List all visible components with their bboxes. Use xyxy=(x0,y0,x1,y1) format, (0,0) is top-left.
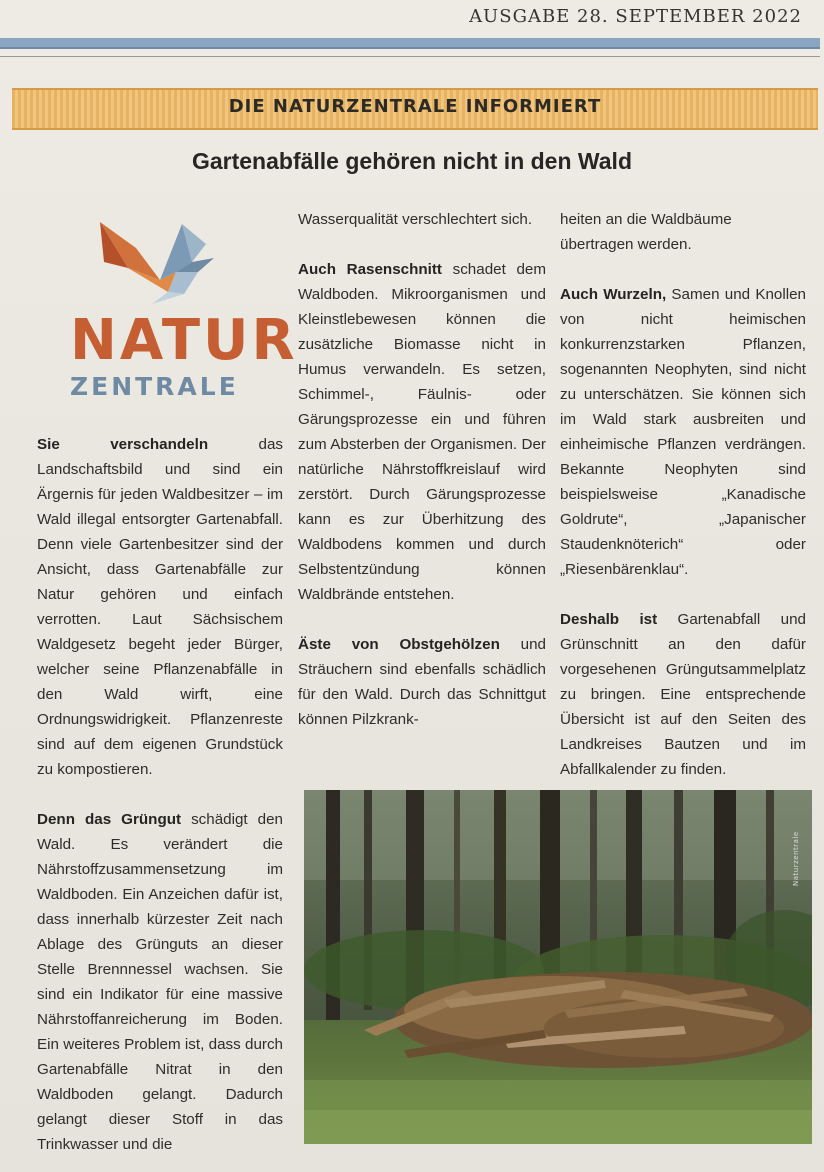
article-column-1 xyxy=(37,432,283,1157)
paragraph xyxy=(560,282,806,582)
paragraph xyxy=(560,607,806,782)
forest-photo xyxy=(304,790,812,1144)
paragraph xyxy=(298,257,546,607)
paragraph-lead: Auch Rasenschnitt xyxy=(298,261,442,278)
logo-wordmark-zentrale: ZENTRALE xyxy=(70,372,239,401)
paragraph-text: heiten an die Waldbäume übertragen werden. xyxy=(560,211,732,253)
paragraph-text: Samen und Knollen von nicht heimischen konkurrenzstarken Pflanzen, sogenannten Neophyten, sind nicht zu unterschätzen. Sie können sich im Wald stark ausbreiten und einheimische Pflanzen verdrängen. Bekannte Neophyten sind beispielsweise „Kanadische Goldrute“, „Japanischer Staudenknöterich“ oder „Riesenbärenklau“. xyxy=(560,286,806,578)
header-rule xyxy=(0,38,820,49)
photo-credit: Naturzentrale xyxy=(792,831,800,886)
paragraph-lead: Denn das Grüngut xyxy=(37,811,182,828)
paragraph-text: und Sträuchern sind ebenfalls schädlich für den Wald. Durch das Schnittgut können Pilzkrank- xyxy=(298,636,546,728)
paragraph-lead: Äste von Obstgehölzen xyxy=(298,636,500,653)
paragraph xyxy=(37,432,283,782)
paragraph xyxy=(560,207,806,257)
paragraph-lead: Deshalb ist xyxy=(560,611,658,628)
header-thin-rule xyxy=(0,56,820,57)
edition-date: AUSGABE 28. SEPTEMBER 2022 xyxy=(469,6,802,27)
article-headline: Gartenabfälle gehören nicht in den Wald xyxy=(191,148,633,174)
paragraph-text: das Landschaftsbild und sind ein Ärgernis für jeden Waldbesitzer – im Wald illegal entsorgter Gartenabfall. Denn viele Gartenbesitzer sind der Ansicht, dass Gartenabfälle zur Natur gehören und einfach verrotten. Laut Sächsischem Waldgesetz begeht jeder Bürger, welcher seine Pflanzenabfälle in den Wald wirft, eine Ordnungswidrigkeit. Pflanzenreste sind auf dem eigenen Grundstück zu kompostieren. xyxy=(37,436,283,778)
paragraph-lead: Auch Wurzeln, xyxy=(560,286,667,303)
paragraph-text: schädigt den Wald. Es verändert die Nährstoffzusammensetzung im Waldboden. Ein Anzeichen dafür ist, dass innerhalb kürzester Zeit nach Ablage des Grünguts an dieser Stelle Brennnessel wachsen. Sie sind ein Indikator für eine massive Nährstoffanreicherung im Boden. Ein weiteres Problem ist, dass durch Gartenabfälle Nitrat in den Waldboden gelangt. Dadurch gelangt dieser Stoff in das Trinkwasser und die xyxy=(37,811,283,1153)
paragraph-text: schadet dem Waldboden. Mikroorganismen und Kleinstlebewesen können die zusätzliche Biomasse nicht in Humus verwandeln. Es setzen, Schimmel-, Fäulnis- oder Gärungsprozesse ein und führen zum Absterben der Organismen. Der natürliche Nährstoffkreislauf wird zerstört. Durch Gärungsprozesse kann es zur Überhitzung des Waldbodens kommen und durch Selbstentzündung können Waldbrände entstehen. xyxy=(298,261,546,603)
paragraph xyxy=(298,632,546,732)
paragraph-lead: Sie verschandeln xyxy=(37,436,209,453)
logo-wordmark-natur: NATUR xyxy=(70,308,298,373)
article-column-3 xyxy=(560,207,806,782)
banner-title: DIE NATURZENTRALE INFORMIERT xyxy=(228,96,602,117)
paragraph xyxy=(37,807,283,1157)
paragraph-text: Gartenabfall und Grünschnitt an den dafür vorgesehenen Grüngutsammelplatz zu bringen. Eine entsprechende Übersicht ist auf den Seiten des Landkreises Bautzen und im Abfallkalender zu finden. xyxy=(560,611,806,778)
paragraph xyxy=(298,207,546,232)
paragraph-text: Wasserqualität verschlechtert sich. xyxy=(298,211,533,228)
section-banner xyxy=(12,88,818,130)
article-column-2 xyxy=(298,207,546,732)
